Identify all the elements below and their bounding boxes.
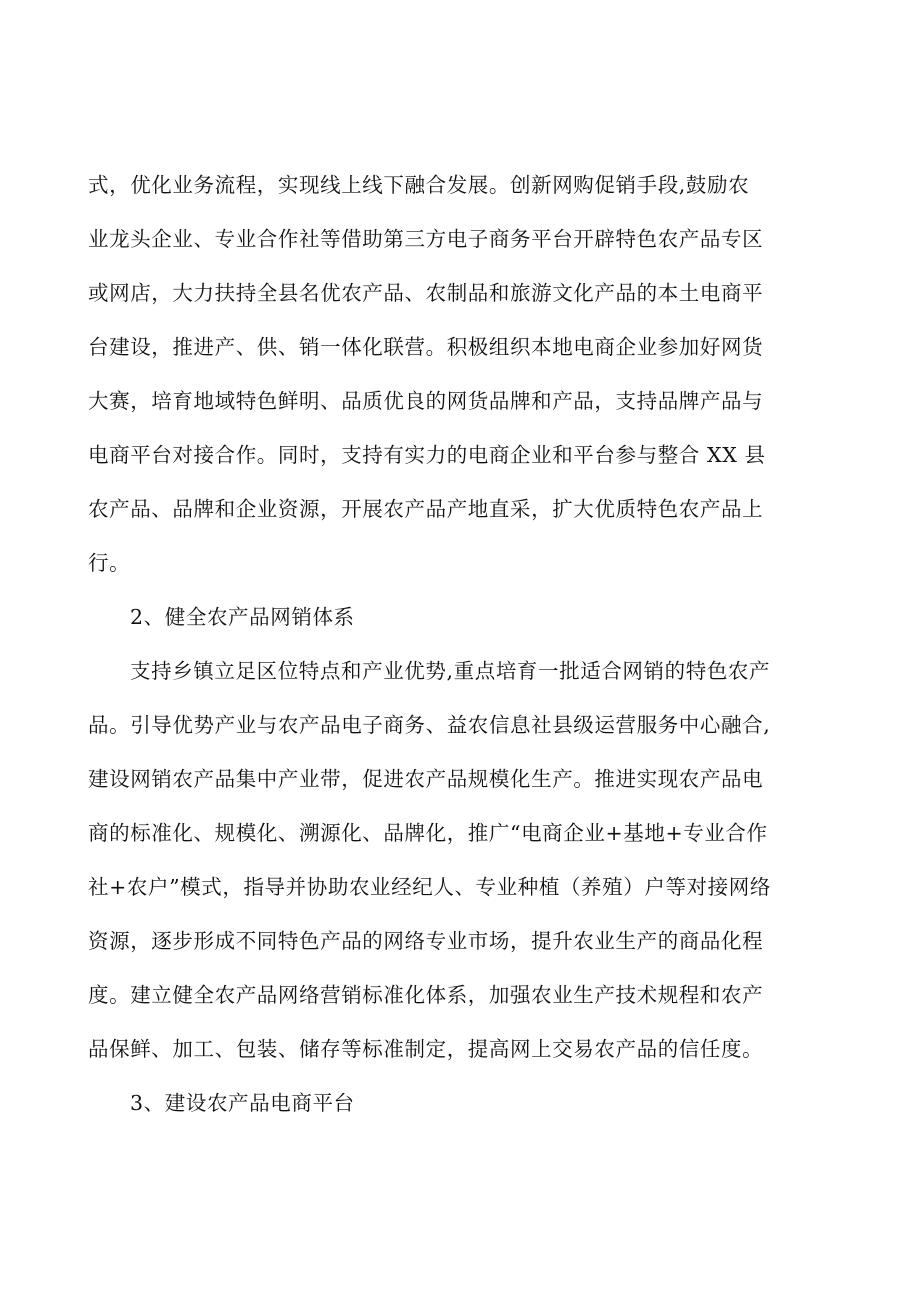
paragraph-2-line-8: 品保鲜、加工、包装、储存等标准制定，提高网上交易农产品的信任度。 [88, 1037, 764, 1061]
paragraph-2-line-6: 资源，逐步形成不同特色产品的网络专业市场，提升农业生产的商品化程 [88, 929, 764, 953]
paragraph-2-line-1: 支持乡镇立足区位特点和产业优势,重点培育一批适合网销的特色农产 [130, 659, 771, 683]
paragraph-1-line-2: 业龙头企业、专业合作社等借助第三方电子商务平台开辟特色农产品专区 [88, 227, 764, 251]
paragraph-1-line-4: 台建设，推进产、供、销一体化联营。积极组织本地电商企业参加好网货 [88, 335, 764, 359]
paragraph-1-line-3: 或网店，大力扶持全县名优农产品、农制品和旅游文化产品的本土电商平 [88, 281, 764, 305]
paragraph-2-line-4: 商的标准化、规模化、溯源化、品牌化，推广“电商企业+基地+专业合作 [88, 821, 768, 845]
paragraph-1-line-8: 行。 [88, 551, 131, 575]
paragraph-2-line-5: 社+农户”模式，指导并协助农业经纪人、专业种植（养殖）户等对接网络 [88, 875, 771, 899]
paragraph-1-line-1: 式，优化业务流程，实现线上线下融合发展。创新网购促销手段,鼓励农 [88, 173, 750, 197]
paragraph-1-line-7: 农产品、品牌和企业资源，开展农产品产地直采，扩大优质特色农产品上 [88, 497, 764, 521]
paragraph-2-line-7: 度。建立健全农产品网络营销标准化体系，加强农业生产技术规程和农产 [88, 983, 764, 1007]
section-heading-2: 2、健全农产品网销体系 [130, 605, 355, 629]
paragraph-2-line-2: 品。引导优势产业与农产品电子商务、益农信息社县级运营服务中心融合, [88, 713, 771, 737]
section-heading-3: 3、建设农产品电商平台 [130, 1091, 355, 1115]
paragraph-2-line-3: 建设网销农产品集中产业带，促进农产品规模化生产。推进实现农产品电 [88, 767, 764, 791]
paragraph-1-line-6: 电商平台对接合作。同时，支持有实力的电商企业和平台参与整合 XX 县 [88, 443, 766, 467]
paragraph-1-line-5: 大赛，培育地域特色鲜明、品质优良的网货品牌和产品，支持品牌产品与 [88, 389, 764, 413]
